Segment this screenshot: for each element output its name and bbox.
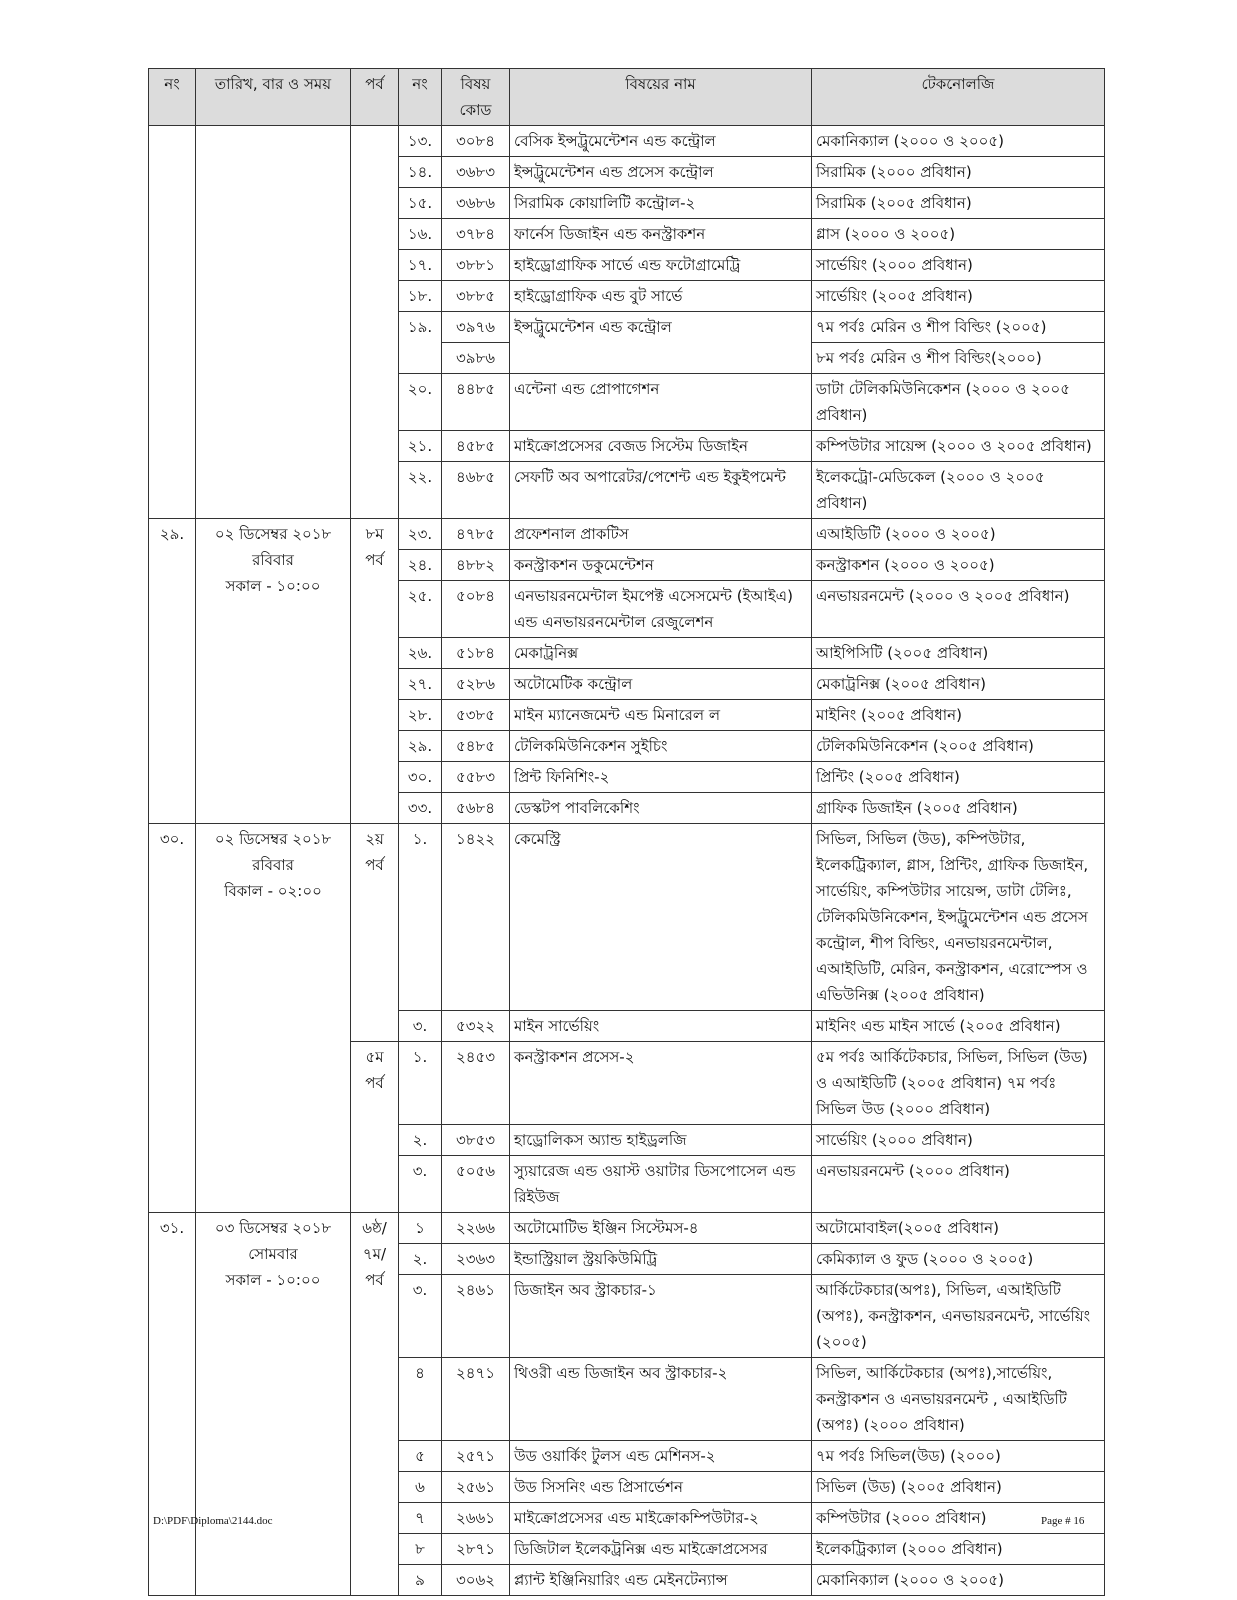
header-no: নং (149, 69, 196, 126)
row-no: ২০. (399, 374, 442, 431)
row-no: ৩৩. (399, 793, 442, 824)
row-code: ৪৭৮৫ (442, 519, 510, 550)
row-code: ৪৫৮৫ (442, 431, 510, 462)
row-no: ১৪. (399, 157, 442, 188)
row-technology: মেকানিক্যাল (২০০০ ও ২০০৫) (812, 126, 1105, 157)
row-subject: ডেস্কটপ পাবলিকেশিং (510, 793, 812, 824)
row-no: ১. (399, 824, 442, 1011)
row-code: ৪৪৮৫ (442, 374, 510, 431)
row-code: ৫৫৮৩ (442, 762, 510, 793)
row-subject: ইন্ডাস্ট্রিয়াল স্ট্রয়কিউমিট্রি (510, 1244, 812, 1275)
exam-time: সকাল - ১০:০০ (225, 1271, 321, 1289)
row-no: ৯ (399, 1565, 442, 1596)
header-date: তারিখ, বার ও সময় (196, 69, 351, 126)
row-no: ১. (399, 1042, 442, 1125)
row-subject: টেলিকমিউনিকেশন সুইচিং (510, 731, 812, 762)
group-semester: ২য় পর্ব (351, 824, 399, 1042)
row-code: ৩০৬২ (442, 1565, 510, 1596)
row-subject: ডিজাইন অব স্ট্রাকচার-১ (510, 1275, 812, 1358)
row-technology: সার্ভেয়িং (২০০০ প্রবিধান) (812, 1125, 1105, 1156)
row-no: ৪ (399, 1358, 442, 1441)
row-subject: মেকাট্রনিক্স (510, 638, 812, 669)
row-subject: সিরামিক কোয়ালিটি কন্ট্রোল-২ (510, 188, 812, 219)
row-technology: মেকানিক্যাল (২০০০ ও ২০০৫) (812, 1565, 1105, 1596)
row-technology: সিরামিক (২০০০ প্রবিধান) (812, 157, 1105, 188)
row-no: ২৩. (399, 519, 442, 550)
row-subject: উড সিসনিং এন্ড প্রিসার্ভেশন (510, 1472, 812, 1503)
group-semester: ৬ষ্ঠ/ ৭ম/ পর্ব (351, 1213, 399, 1596)
row-technology: সিরামিক (২০০৫ প্রবিধান) (812, 188, 1105, 219)
row-code: ৫২৮৬ (442, 669, 510, 700)
row-code: ৩০৮৪ (442, 126, 510, 157)
row-subject: এন্টেনা এন্ড প্রোপাগেশন (510, 374, 812, 431)
row-technology: ৫ম পর্বঃ আর্কিটেকচার, সিভিল, সিভিল (উড) ও এআইডিটি (২০০৫ প্রবিধান) ৭ম পর্বঃ সিভিল উড (২০০০ প্রবিধান) (812, 1042, 1105, 1125)
row-technology: সিভিল, সিভিল (উড), কম্পিউটার, ইলেকট্রিক্যাল, গ্লাস, প্রিন্টিং, গ্রাফিক ডিজাইন, সার্ভেয়িং, কম্পিউটার সায়েন্স, ডাটা টেলিঃ, টেলিকমিউনিকেশন, ইন্সট্রুমেন্টেশন এন্ড প্রসেস কন্ট্রোল, শীপ বিল্ডিং, এনভায়রনমেন্টাল, এআইডিটি, মেরিন, কনস্ট্রাকশন, এরোস্পেস ও এভিউনিক্স (২০০৫ প্রবিধান) (812, 824, 1105, 1011)
row-subject: মাইন সার্ভেয়িং (510, 1011, 812, 1042)
row-subject: ফার্নেস ডিজাইন এন্ড কনস্ট্রাকশন (510, 219, 812, 250)
row-technology: ৮ম পর্বঃ মেরিন ও শীপ বিল্ডিং(২০০০) (812, 343, 1105, 374)
row-code: ৩৬৮৩ (442, 157, 510, 188)
row-technology: টেলিকমিউনিকেশন (২০০৫ প্রবিধান) (812, 731, 1105, 762)
header-code: বিষয় কোড (442, 69, 510, 126)
row-technology: মাইনিং এন্ড মাইন সার্ভে (২০০৫ প্রবিধান) (812, 1011, 1105, 1042)
row-technology: কম্পিউটার সায়েন্স (২০০০ ও ২০০৫ প্রবিধান) (812, 431, 1105, 462)
row-technology: এনভায়রনমেন্ট (২০০০ প্রবিধান) (812, 1156, 1105, 1213)
row-no: ১৮. (399, 281, 442, 312)
row-subject: প্রিন্ট ফিনিশিং-২ (510, 762, 812, 793)
row-technology: গ্রাফিক ডিজাইন (২০০৫ প্রবিধান) (812, 793, 1105, 824)
group-no-cell (149, 126, 196, 519)
row-no: ২৮. (399, 700, 442, 731)
row-subject: কেমেস্ট্রি (510, 824, 812, 1011)
row-no: ৩. (399, 1011, 442, 1042)
row-technology: সার্ভেয়িং (২০০০ প্রবিধান) (812, 250, 1105, 281)
row-code: ৪৬৮৫ (442, 462, 510, 519)
row-subject: প্রফেশনাল প্রাকটিস (510, 519, 812, 550)
row-subject: হাড্রোলিকস অ্যান্ড হাইড্রলজি (510, 1125, 812, 1156)
row-no: ২৪. (399, 550, 442, 581)
row-code: ৩৭৮৪ (442, 219, 510, 250)
exam-day: রবিবার (252, 551, 294, 569)
row-code: ২৫৭১ (442, 1441, 510, 1472)
row-no: ৩. (399, 1156, 442, 1213)
row-subject: কনস্ট্রাকশন প্রসেস-২ (510, 1042, 812, 1125)
row-technology: মেকাট্রনিক্স (২০০৫ প্রবিধান) (812, 669, 1105, 700)
row-technology: প্রিন্টিং (২০০৫ প্রবিধান) (812, 762, 1105, 793)
row-subject: ইন্সট্রুমেন্টেশন এন্ড প্রসেস কন্ট্রোল (510, 157, 812, 188)
row-technology: আর্কিটেকচার(অপঃ), সিভিল, এআইডিটি (অপঃ), কনস্ট্রাকশন, এনভায়রনমেন্ট, সার্ভেয়িং (২০০৫) (812, 1275, 1105, 1358)
row-technology: ডাটা টেলিকমিউনিকেশন (২০০০ ও ২০০৫ প্রবিধান) (812, 374, 1105, 431)
group-no: ২৯. (149, 519, 196, 824)
row-no: ২৫. (399, 581, 442, 638)
group-date-cell (196, 126, 351, 519)
header-technology: টেকনোলজি (812, 69, 1105, 126)
header-subject: বিষয়ের নাম (510, 69, 812, 126)
group-no: ৩১. (149, 1213, 196, 1596)
row-code: ৫০৫৬ (442, 1156, 510, 1213)
row-code: ৩৯৭৬ (442, 312, 510, 343)
row-technology: সিভিল (উড) (২০০৫ প্রবিধান) (812, 1472, 1105, 1503)
row-subject: কনস্ট্রাকশন ডকুমেন্টেশন (510, 550, 812, 581)
group-semester: ৫ম পর্ব (351, 1042, 399, 1213)
row-code: ৫০৮৪ (442, 581, 510, 638)
group-no: ৩০. (149, 824, 196, 1213)
exam-time: সকাল - ১০:০০ (225, 577, 321, 595)
row-subject: এনভায়রনমেন্টাল ইমপেক্ট এসেসমেন্ট (ইআইএ) এন্ড এনভায়রনমেন্টাল রেজুলেশন (510, 581, 812, 638)
row-no: ২৯. (399, 731, 442, 762)
row-code: ২৮৭১ (442, 1534, 510, 1565)
row-code: ৫৩৮৫ (442, 700, 510, 731)
row-no: ৭ (399, 1503, 442, 1534)
group-date (196, 519, 351, 824)
row-technology: কনস্ট্রাকশন (২০০০ ও ২০০৫) (812, 550, 1105, 581)
row-subject: সেফটি অব অপারেটর/পেশেন্ট এন্ড ইকুইপমেন্ট (510, 462, 812, 519)
row-no: ২১. (399, 431, 442, 462)
row-no: ১ (399, 1213, 442, 1244)
row-technology: সিভিল, আর্কিটেকচার (অপঃ),সার্ভেয়িং, কনস্ট্রাকশন ও এনভায়রনমেন্ট , এআইডিটি (অপঃ) (২০০০ প্রবিধান) (812, 1358, 1105, 1441)
table-row (149, 126, 1105, 157)
row-no: ১৬. (399, 219, 442, 250)
row-code: ২২৬৬ (442, 1213, 510, 1244)
row-subject: ইন্সট্রুমেন্টেশন এন্ড কন্ট্রোল (510, 312, 812, 374)
row-no: ৩. (399, 1275, 442, 1358)
row-subject: প্ল্যান্ট ইঞ্জিনিয়ারিং এন্ড মেইনটেন্যান্স (510, 1565, 812, 1596)
exam-day: রবিবার (252, 856, 294, 874)
exam-time: বিকাল - ০২:০০ (224, 882, 322, 900)
group-semester: ৮ম পর্ব (351, 519, 399, 824)
header-sub-no: নং (399, 69, 442, 126)
row-code: ২৪৫৩ (442, 1042, 510, 1125)
row-no: ৫ (399, 1441, 442, 1472)
row-code: ২৬৬১ (442, 1503, 510, 1534)
row-technology: সার্ভেয়িং (২০০৫ প্রবিধান) (812, 281, 1105, 312)
row-no: ২২. (399, 462, 442, 519)
exam-date: ০২ ডিসেম্বর ২০১৮ (214, 525, 332, 543)
row-no: ১৭. (399, 250, 442, 281)
group-semester-cell (351, 126, 399, 519)
row-technology: এআইডিটি (২০০০ ও ২০০৫) (812, 519, 1105, 550)
row-technology: গ্লাস (২০০০ ও ২০০৫) (812, 219, 1105, 250)
row-no: ৮ (399, 1534, 442, 1565)
row-technology: এনভায়রনমেন্ট (২০০০ ও ২০০৫ প্রবিধান) (812, 581, 1105, 638)
row-technology: মাইনিং (২০০৫ প্রবিধান) (812, 700, 1105, 731)
row-subject: উড ওয়ার্কিং টুলস এন্ড মেশিনস-২ (510, 1441, 812, 1472)
row-no: ২৬. (399, 638, 442, 669)
row-code: ৩৮৫৩ (442, 1125, 510, 1156)
header-row (149, 69, 1105, 126)
exam-day: সোমবার (248, 1245, 298, 1263)
row-code: ৫৩২২ (442, 1011, 510, 1042)
row-subject: থিওরী এন্ড ডিজাইন অব স্ট্রাকচার-২ (510, 1358, 812, 1441)
row-no: ২৭. (399, 669, 442, 700)
row-technology: ইলেকট্রো-মেডিকেল (২০০০ ও ২০০৫ প্রবিধান) (812, 462, 1105, 519)
footer-file-path: D:\PDF\Diploma\2144.doc (153, 1515, 273, 1527)
row-subject: ডিজিটাল ইলেকট্রনিক্স এন্ড মাইক্রোপ্রসেসর (510, 1534, 812, 1565)
exam-date: ০২ ডিসেম্বর ২০১৮ (214, 830, 332, 848)
row-code: ২৫৬১ (442, 1472, 510, 1503)
row-code: ৩৮৮১ (442, 250, 510, 281)
row-subject: অটোমেটিক কন্ট্রোল (510, 669, 812, 700)
row-no: ২. (399, 1125, 442, 1156)
row-no: ১৫. (399, 188, 442, 219)
row-subject: স্যুয়ারেজ এন্ড ওয়াস্ট ওয়াটার ডিসপোসেল এন্ড রিইউজ (510, 1156, 812, 1213)
row-subject: অটোমোটিভ ইঞ্জিন সিস্টেমস-৪ (510, 1213, 812, 1244)
row-no: ২. (399, 1244, 442, 1275)
table-row (149, 519, 1105, 550)
row-code: ২৩৬৩ (442, 1244, 510, 1275)
group-date (196, 1213, 351, 1596)
row-technology: ইলেকট্রিক্যাল (২০০০ প্রবিধান) (812, 1534, 1105, 1565)
row-technology: আইপিসিটি (২০০৫ প্রবিধান) (812, 638, 1105, 669)
row-code: ৫৬৮৪ (442, 793, 510, 824)
row-code: ৪৮৮২ (442, 550, 510, 581)
exam-date: ০৩ ডিসেম্বর ২০১৮ (214, 1219, 332, 1237)
row-subject: মাইক্রোপ্রসেসর এন্ড মাইক্রোকম্পিউটার-২ (510, 1503, 812, 1534)
row-no: ৬ (399, 1472, 442, 1503)
row-code: ২৪৬১ (442, 1275, 510, 1358)
row-no: ১৩. (399, 126, 442, 157)
row-code: ২৪৭১ (442, 1358, 510, 1441)
row-technology: ৭ম পর্বঃ মেরিন ও শীপ বিল্ডিং (২০০৫) (812, 312, 1105, 343)
row-subject: হাইড্রোগ্রাফিক সার্ভে এন্ড ফটোগ্রামেট্রি (510, 250, 812, 281)
row-code: ৫৪৮৫ (442, 731, 510, 762)
row-subject: বেসিক ইন্সট্রুমেন্টেশন এন্ড কন্ট্রোল (510, 126, 812, 157)
row-code: ৩৬৮৬ (442, 188, 510, 219)
row-subject: হাইড্রোগ্রাফিক এন্ড বুট সার্ভে (510, 281, 812, 312)
table-row (149, 824, 1105, 1011)
footer-page-number: Page # 16 (1041, 1515, 1085, 1527)
group-date (196, 824, 351, 1213)
header-semester: পর্ব (351, 69, 399, 126)
row-no: ৩০. (399, 762, 442, 793)
row-code: ৩৯৮৬ (442, 343, 510, 374)
row-code: ১৪২২ (442, 824, 510, 1011)
row-no: ১৯. (399, 312, 442, 374)
row-technology: কেমিক্যাল ও ফুড (২০০০ ও ২০০৫) (812, 1244, 1105, 1275)
row-subject: মাইক্রোপ্রসেসর বেজড সিস্টেম ডিজাইন (510, 431, 812, 462)
row-code: ৫১৮৪ (442, 638, 510, 669)
row-code: ৩৮৮৫ (442, 281, 510, 312)
exam-schedule-table (148, 68, 1105, 1596)
row-technology: অটোমোবাইল(২০০৫ প্রবিধান) (812, 1213, 1105, 1244)
row-technology: কম্পিউটার (২০০০ প্রবিধান) (812, 1503, 1105, 1534)
row-subject: মাইন ম্যানেজমেন্ট এন্ড মিনারেল ল (510, 700, 812, 731)
table-row (149, 1213, 1105, 1244)
row-technology: ৭ম পর্বঃ সিভিল(উড) (২০০০) (812, 1441, 1105, 1472)
